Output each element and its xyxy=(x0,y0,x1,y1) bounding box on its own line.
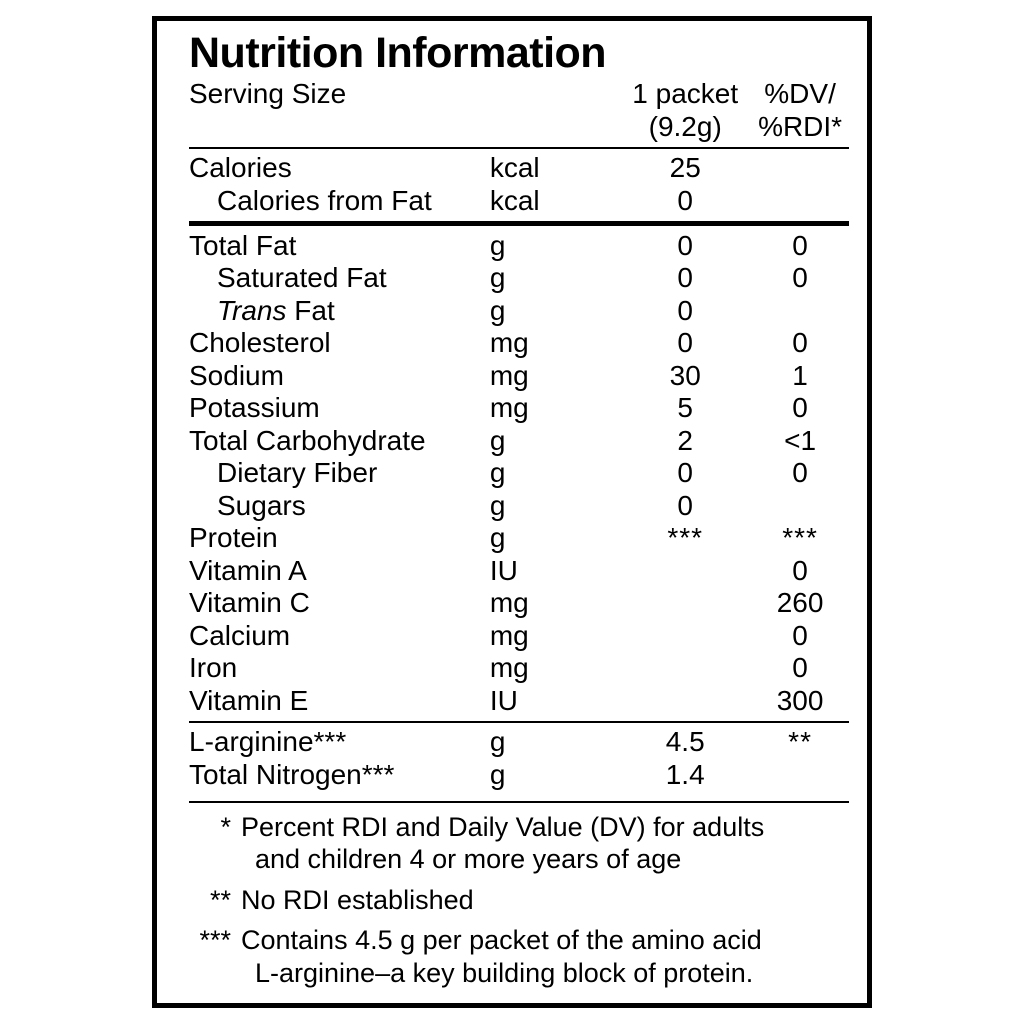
nutrient-name: Calories xyxy=(189,148,490,184)
nutrient-unit: IU xyxy=(489,684,518,716)
nutrient-amount: 0 xyxy=(677,294,693,326)
nutrient-dv: 1 xyxy=(792,359,808,391)
nutrient-name: Cholesterol xyxy=(189,327,331,359)
serving-size-weight: (9.2g) xyxy=(648,110,722,142)
nutrient-name: Total Carbohydrate xyxy=(189,424,426,456)
nutrient-dv: 0 xyxy=(792,554,808,586)
footnote-line-1: Contains 4.5 g per packet of the amino acid xyxy=(241,925,762,956)
nutrient-amount: 0 xyxy=(677,327,693,359)
nutrition-information-panel xyxy=(152,16,872,1008)
nutrient-name: Dietary Fiber xyxy=(217,457,378,489)
nutrient-unit: kcal xyxy=(489,184,540,216)
table-row xyxy=(189,620,849,652)
nutrient-unit: mg xyxy=(489,359,529,391)
nutrient-name: Sugars xyxy=(217,489,306,521)
nutrient-amount xyxy=(619,620,751,652)
nutrient-amount: 2 xyxy=(677,424,693,456)
serving-size-label-blank xyxy=(189,111,490,148)
nutrient-dv xyxy=(751,759,849,795)
table-row xyxy=(189,392,849,424)
table-row xyxy=(189,587,849,619)
footnote-line-1: Percent RDI and Daily Value (DV) for adults xyxy=(241,811,765,842)
nutrient-unit: mg xyxy=(489,619,529,651)
nutrient-unit: g xyxy=(489,262,506,294)
nutrient-dv: 260 xyxy=(776,587,824,619)
nutrient-unit: g xyxy=(489,294,506,326)
nutrient-name: Calcium xyxy=(189,619,291,651)
nutrient-unit: g xyxy=(489,758,506,790)
serving-size-row xyxy=(189,78,849,110)
table-row xyxy=(189,224,849,263)
nutrient-unit: g xyxy=(489,424,506,456)
nutrient-dv xyxy=(751,295,849,327)
nutrient-unit: IU xyxy=(489,554,518,586)
table-row xyxy=(189,327,849,359)
footnote-line-2: L-arginine–a key building block of protein. xyxy=(255,957,754,988)
table-row xyxy=(189,148,849,184)
footnote-item xyxy=(189,924,849,989)
nutrient-amount: 4.5 xyxy=(619,722,751,758)
footnote-text xyxy=(241,924,849,989)
nutrient-name: Total Nitrogen*** xyxy=(189,758,395,790)
nutrient-amount xyxy=(619,555,751,587)
nutrient-amount: 0 xyxy=(619,224,751,263)
nutrient-dv: 0 xyxy=(792,457,808,489)
nutrient-dv xyxy=(751,185,849,224)
nutrient-dv: 300 xyxy=(776,684,824,716)
nutrient-dv: <1 xyxy=(784,424,817,456)
nutrient-amount: 30 xyxy=(669,359,701,391)
nutrition-table xyxy=(189,78,849,795)
page-title: Nutrition Information xyxy=(189,29,607,77)
nutrient-unit: g xyxy=(489,457,506,489)
footnote-marker: ** xyxy=(209,884,231,915)
nutrient-dv: 0 xyxy=(792,652,808,684)
nutrient-name: Iron xyxy=(189,652,238,684)
nutrient-amount: 0 xyxy=(677,184,693,216)
nutrient-name: Vitamin C xyxy=(189,587,310,619)
trans-word: Trans xyxy=(217,294,287,326)
nutrient-amount: 1.4 xyxy=(665,758,705,790)
footnote-item xyxy=(189,811,849,876)
nutrient-unit: mg xyxy=(489,392,529,424)
serving-size-label: Serving Size xyxy=(189,78,347,110)
nutrient-name: Potassium xyxy=(189,392,320,424)
table-row xyxy=(189,490,849,522)
nutrient-dv: 0 xyxy=(751,224,849,263)
footnote-line-1: No RDI established xyxy=(241,884,474,915)
serving-size-unit-blank-2 xyxy=(490,111,619,148)
footnotes xyxy=(189,801,849,989)
serving-size-unit-blank xyxy=(490,78,619,110)
nutrient-amount: 0 xyxy=(677,489,693,521)
table-row xyxy=(189,522,849,554)
table-row xyxy=(189,425,849,457)
nutrient-amount: *** xyxy=(667,522,704,554)
footnote-text xyxy=(241,884,849,916)
nutrient-dv: 0 xyxy=(792,619,808,651)
nutrient-amount: 0 xyxy=(677,457,693,489)
table-row xyxy=(189,185,849,224)
table-row xyxy=(189,685,849,722)
nutrient-name: Calories from Fat xyxy=(217,184,432,216)
nutrient-name: Vitamin E xyxy=(189,684,309,716)
table-row xyxy=(189,360,849,392)
nutrient-dv: *** xyxy=(782,522,818,554)
nutrient-name: Trans Fat xyxy=(217,294,335,326)
nutrient-dv xyxy=(751,490,849,522)
nutrient-name: Total Fat xyxy=(189,224,490,263)
table-row xyxy=(189,262,849,294)
table-row xyxy=(189,457,849,489)
serving-size-subrow xyxy=(189,111,849,148)
nutrient-name: Sodium xyxy=(189,359,284,391)
table-row xyxy=(189,722,849,758)
nutrient-unit: g xyxy=(489,489,506,521)
dv-header-line2: %RDI* xyxy=(758,110,843,142)
nutrient-name: L-arginine*** xyxy=(189,722,490,758)
nutrient-unit: mg xyxy=(489,327,529,359)
nutrition-label-content xyxy=(189,31,849,997)
nutrient-unit: g xyxy=(489,522,506,554)
footnote-item xyxy=(189,884,849,916)
table-row xyxy=(189,652,849,684)
nutrient-name: Saturated Fat xyxy=(217,262,387,294)
nutrient-unit: kcal xyxy=(490,148,619,184)
table-row xyxy=(189,295,849,327)
nutrient-amount: 0 xyxy=(677,262,693,294)
nutrient-amount: 5 xyxy=(677,392,693,424)
nutrient-dv xyxy=(751,148,849,184)
serving-size-value: 1 packet xyxy=(632,78,739,110)
nutrient-amount xyxy=(619,685,751,722)
nutrient-name: Protein xyxy=(189,522,278,554)
footnote-line-2: and children 4 or more years of age xyxy=(255,844,682,875)
nutrient-unit: g xyxy=(490,224,619,263)
nutrient-unit: g xyxy=(490,722,619,758)
nutrient-dv: ** xyxy=(751,722,849,758)
nutrient-name: Vitamin A xyxy=(189,554,307,586)
nutrient-dv: 0 xyxy=(792,327,808,359)
nutrient-amount xyxy=(619,652,751,684)
nutrient-unit: mg xyxy=(489,587,529,619)
table-row xyxy=(189,555,849,587)
nutrient-amount xyxy=(619,587,751,619)
table-row xyxy=(189,759,849,795)
nutrient-dv: 0 xyxy=(792,262,808,294)
nutrient-unit: mg xyxy=(489,652,529,684)
nutrient-amount: 25 xyxy=(619,148,751,184)
footnote-marker: *** xyxy=(199,925,231,956)
dv-header-line1: %DV/ xyxy=(764,78,836,110)
footnote-marker: * xyxy=(220,811,231,842)
footnote-text xyxy=(241,811,849,876)
nutrient-dv: 0 xyxy=(792,392,808,424)
